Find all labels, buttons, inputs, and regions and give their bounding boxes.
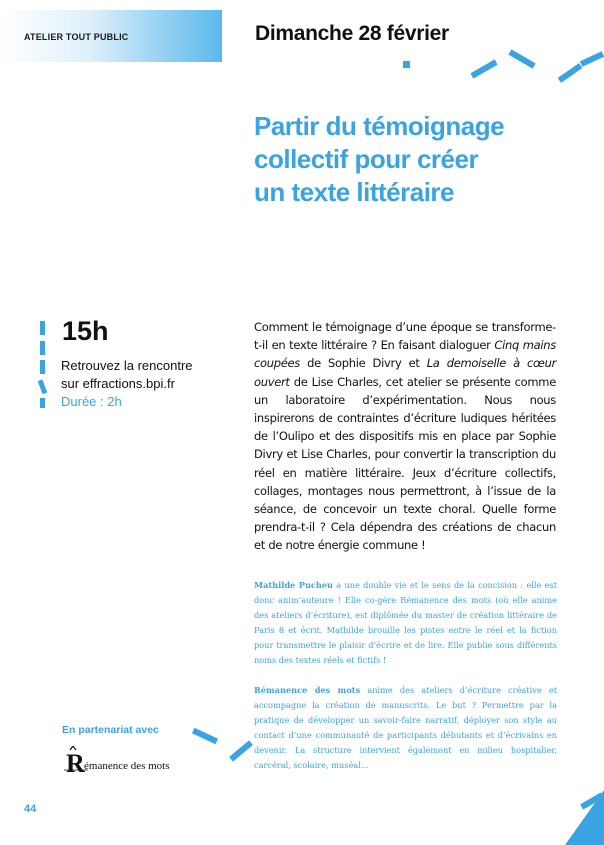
page-title (254, 110, 554, 209)
bio-mathilde-name: Mathilde Pucheu (254, 580, 334, 590)
event-time: 15h (62, 316, 109, 346)
event-info (61, 357, 231, 411)
page-number: 44 (24, 803, 37, 815)
title-line-1: Partir du témoignage (254, 111, 505, 141)
logo-text: émanence des mots (84, 760, 170, 772)
title-line-3: un texte littéraire (254, 177, 455, 207)
bio-remanence-text: anime des ateliers d’écriture créative et accompagne la création de manuscrits. Le but ? Permettre par la pratique de développer un savoir-faire narratif, déployer son style au contact d’une communauté de participants débutants et d’écrivains en devenir. La structure intervient également en milieu hospitalier, carcéral, scolaire, muséal… (254, 685, 557, 770)
event-date: Dimanche 28 février (255, 22, 449, 45)
partner-label: En partenariat avec (62, 724, 159, 736)
title-line-2: collectif pour créer (254, 144, 479, 174)
svg-text:R: R (66, 749, 85, 776)
description (254, 318, 556, 555)
bio-remanence-name: Rémanence des mots (254, 685, 361, 695)
description-part-1: Comment le témoignage d’une époque se transforme-t-il en texte littéraire ? En faisant dialoguer (254, 320, 556, 353)
partner-logo (64, 748, 184, 776)
bio-remanence (254, 683, 557, 773)
bio-mathilde-text: a une double vie et le sens de la concision : elle est donc anim’auteure ! Elle co-gère Rémanence des mots (où elle anime des ateliers d’écriture), est diplômée du master de création littéraire de Paris 8 et écrit. Mathilde brouille les pistes entre le réel et la fiction pour transmettre le plaisir d’écrire et de lire. Elle publie sous différents noms des textes réels et fictifs ! (254, 580, 557, 665)
link-line-1: Retrouvez la rencontre (61, 358, 193, 373)
book-title-1: Cinq mains coupées (254, 338, 556, 371)
link-line-2: sur effractions.bpi.fr (61, 376, 175, 391)
book-title-2: La demoiselle à cœur ouvert (254, 356, 556, 389)
description-part-2: de Sophie Divry et (300, 356, 427, 371)
description-part-3: de Lise Charles, cet atelier se présente comme un laboratoire d’expérimentation. Nous nous inspirerons de contraintes d’écriture ludiques héritées de l’Oulipo et des dispositifs mis en place par Sophie Divry et Lise Charles, pour convertir la transcription du réel en matière littéraire. Jeux d’écriture collectifs, collages, montages nous permettront, à l’issue de la séance, de concevoir un texte choral. Quelle forme prendra-t-il ? Cela dépendra des créations de chacun et de notre énergie commune ! (254, 374, 556, 553)
bio-mathilde (254, 578, 557, 668)
section-tag-label: ATELIER TOUT PUBLIC (24, 32, 129, 42)
duration: Durée : 2h (61, 394, 122, 409)
